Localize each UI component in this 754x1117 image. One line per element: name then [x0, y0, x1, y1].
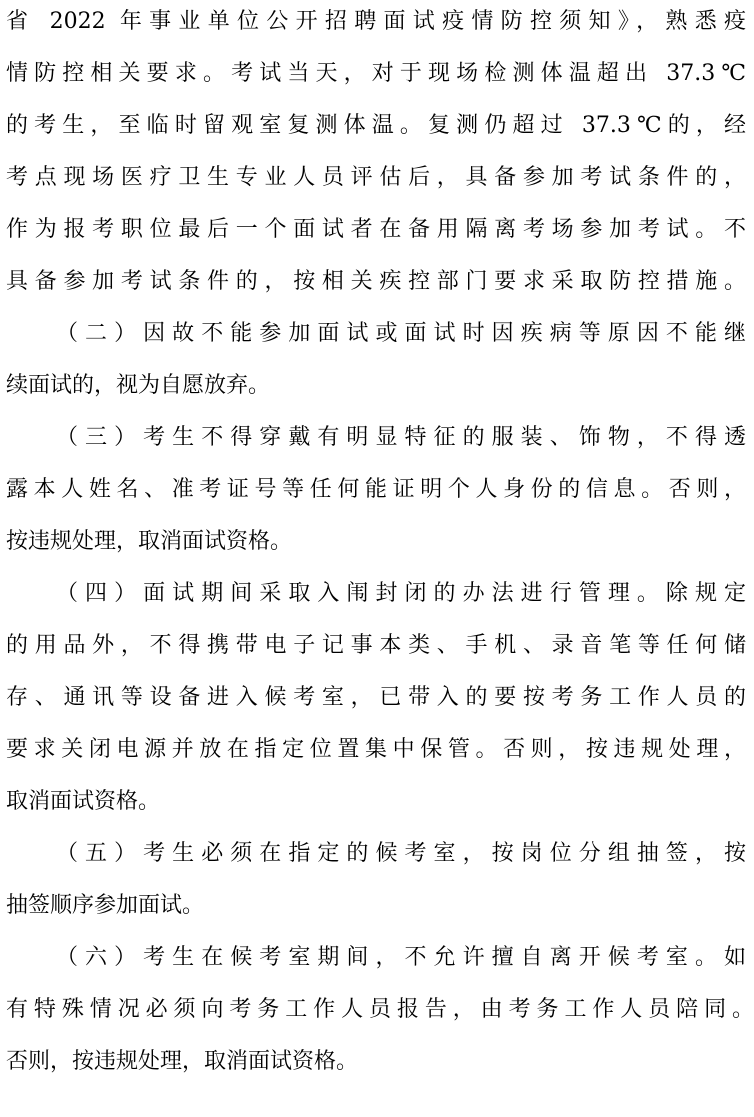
text-line: 要求关闭电源并放在指定位置集中保管。否则，按违规处理， — [6, 737, 746, 762]
text-line: 取消面试资格。 — [6, 789, 161, 814]
text-line: 按违规处理，取消面试资格。 — [6, 529, 293, 554]
text-line: 具备参加考试条件的，按相关疾控部门要求采取防控措施。 — [6, 269, 746, 294]
text-line: 抽签顺序参加面试。 — [6, 893, 205, 918]
paragraph-first-line: （六）考生在候考室期间，不允许擅自离开候考室。如 — [56, 945, 746, 970]
text-line: 考点现场医疗卫生专业人员评估后，具备参加考试条件的， — [6, 165, 746, 190]
text-line: 省 2022 年事业单位公开招聘面试疫情防控须知》，熟悉疫 — [6, 9, 746, 34]
paragraph-first-line: （三）考生不得穿戴有明显特征的服装、饰物，不得透 — [56, 425, 746, 450]
text-line: 的用品外，不得携带电子记事本类、手机、录音笔等任何储 — [6, 633, 746, 658]
text-line: 否则，按违规处理，取消面试资格。 — [6, 1049, 359, 1074]
paragraph-first-line: （五）考生必须在指定的候考室，按岗位分组抽签，按 — [56, 841, 746, 866]
text-line: 露本人姓名、准考证号等任何能证明个人身份的信息。否则， — [6, 477, 746, 502]
text-line: 存、通讯等设备进入候考室，已带入的要按考务工作人员的 — [6, 685, 746, 710]
text-line: 有特殊情况必须向考务工作人员报告，由考务工作人员陪同。 — [6, 997, 754, 1022]
text-line: 的考生，至临时留观室复测体温。复测仍超过 37.3℃的，经 — [6, 113, 746, 138]
paragraph-first-line: （四）面试期间采取入闱封闭的办法进行管理。除规定 — [56, 581, 746, 606]
text-line: 作为报考职位最后一个面试者在备用隔离考场参加考试。不 — [6, 217, 746, 242]
text-line: 情防控相关要求。考试当天，对于现场检测体温超出 37.3℃ — [6, 61, 746, 86]
text-line: 续面试的，视为自愿放弃。 — [6, 373, 271, 398]
paragraph-first-line: （二）因故不能参加面试或面试时因疾病等原因不能继 — [56, 321, 746, 346]
